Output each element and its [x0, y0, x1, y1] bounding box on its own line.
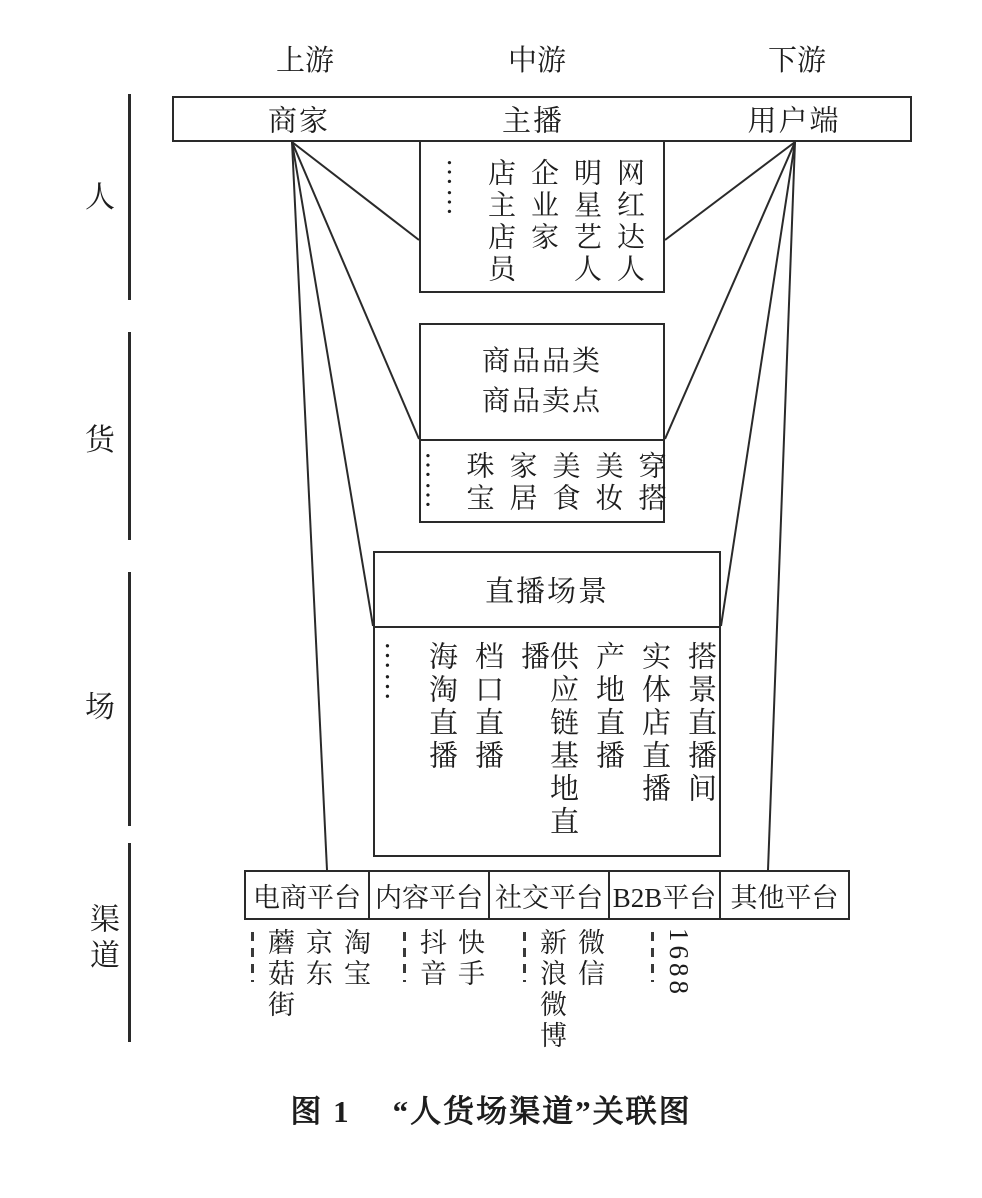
- connector-user-to-channel-row: [768, 142, 795, 870]
- vertical-text-item: 抖音: [416, 928, 446, 990]
- goods-box-header: [419, 323, 665, 441]
- vertical-text-item: 家居: [505, 451, 537, 515]
- platform-examples-ecommerce: [246, 928, 372, 1021]
- connector-user-to-scene-box: [721, 142, 795, 626]
- platform-examples-b2b: [612, 928, 700, 998]
- vertical-text-item: 蘑菇街: [264, 928, 294, 1021]
- vertical-text-item: 淘宝: [340, 928, 370, 990]
- connector-merchant-to-channel-row: [292, 142, 327, 870]
- vertical-text-item: 京东: [302, 928, 332, 990]
- ellipsis-marker: [403, 932, 406, 982]
- merchant-label: 商家: [267, 105, 331, 138]
- stage-label-upstream: 上游: [275, 45, 335, 77]
- ellipsis-marker: [251, 932, 254, 982]
- bracket-label-channel: 渠道: [85, 903, 118, 975]
- ellipsis-marker: ……: [379, 641, 411, 703]
- bracket-scene: [128, 572, 131, 826]
- ellipsis-marker: ……: [419, 451, 451, 511]
- vertical-text-item: 实体店直播: [638, 641, 670, 806]
- vertical-text-item: 海淘直播: [425, 641, 457, 773]
- vertical-text-item: 网红达人: [613, 158, 644, 286]
- connector-user-to-goods-box: [665, 142, 795, 439]
- bracket-goods: [128, 332, 131, 540]
- vertical-text-item: 企业家: [527, 158, 558, 254]
- bracket-people: [128, 94, 131, 300]
- goods-line1: 商品品类: [481, 346, 602, 377]
- vertical-text-item: 穿搭: [634, 451, 666, 515]
- ellipsis-marker: [651, 932, 654, 982]
- vertical-text-item: 新浪微博: [536, 928, 566, 1052]
- vertical-text-item: 美食: [548, 451, 580, 515]
- vertical-text-item: 搭景直播间: [684, 641, 716, 806]
- platform-label-content: 内容平台: [375, 882, 483, 913]
- platform-label-b2b: B2B平台: [612, 882, 717, 913]
- vertical-text-item: 1688: [664, 928, 694, 998]
- platform-label-ecommerce: 电商平台: [253, 882, 361, 913]
- platform-box-b2b: [608, 870, 721, 920]
- stage-label-midstream: 中游: [507, 45, 567, 77]
- vertical-text-item: 档口直播: [471, 641, 503, 773]
- bracket-label-people: 人: [85, 181, 117, 214]
- scene-examples-box: [373, 626, 721, 857]
- platform-box-social: [488, 870, 610, 920]
- bracket-channel: [128, 843, 131, 1042]
- figure-title: “人货场渠道”关联图: [392, 1094, 692, 1129]
- goods-line2: 商品卖点: [481, 386, 602, 417]
- goods-examples-box: [419, 439, 665, 523]
- scene-box-header: [373, 551, 721, 628]
- platform-box-other: [719, 870, 850, 920]
- vertical-text-item: 店主店员: [484, 158, 515, 286]
- figure-number: 图 1: [290, 1094, 351, 1129]
- ellipsis-marker: [523, 932, 526, 982]
- top-bar-box: [172, 96, 912, 142]
- connector-user-to-people-box: [665, 142, 795, 240]
- vertical-text-item: 明星艺人: [570, 158, 601, 286]
- people-box: [419, 140, 665, 293]
- platform-box-ecommerce: [244, 870, 370, 920]
- anchor-label: 主播: [501, 105, 565, 138]
- vertical-text-item: 美妆: [591, 451, 623, 515]
- vertical-text-item: 快手: [454, 928, 484, 990]
- bracket-label-goods: 货: [85, 424, 117, 457]
- platform-examples-social: [492, 928, 616, 1052]
- vertical-text-item: 微信: [574, 928, 604, 990]
- connector-merchant-to-scene-box: [292, 142, 373, 626]
- vertical-text-item: 供应链基地直播: [517, 641, 578, 839]
- stage-label-downstream: 下游: [767, 45, 827, 77]
- vertical-text-item: 珠宝: [462, 451, 494, 515]
- vertical-text-item: 产地直播: [592, 641, 624, 773]
- bracket-label-scene: 场: [85, 691, 117, 724]
- platform-examples-content: [374, 928, 488, 990]
- scene-title: 直播场景: [484, 576, 609, 608]
- ellipsis-marker: ……: [441, 158, 472, 218]
- connector-merchant-to-goods-box: [292, 142, 419, 439]
- platform-label-other: 其他平台: [730, 882, 839, 913]
- platform-box-content: [368, 870, 490, 920]
- platform-label-social: 社交平台: [495, 882, 603, 913]
- connector-merchant-to-people-box: [292, 142, 419, 240]
- user-label: 用户端: [747, 105, 841, 138]
- figure-caption: [0, 1086, 982, 1131]
